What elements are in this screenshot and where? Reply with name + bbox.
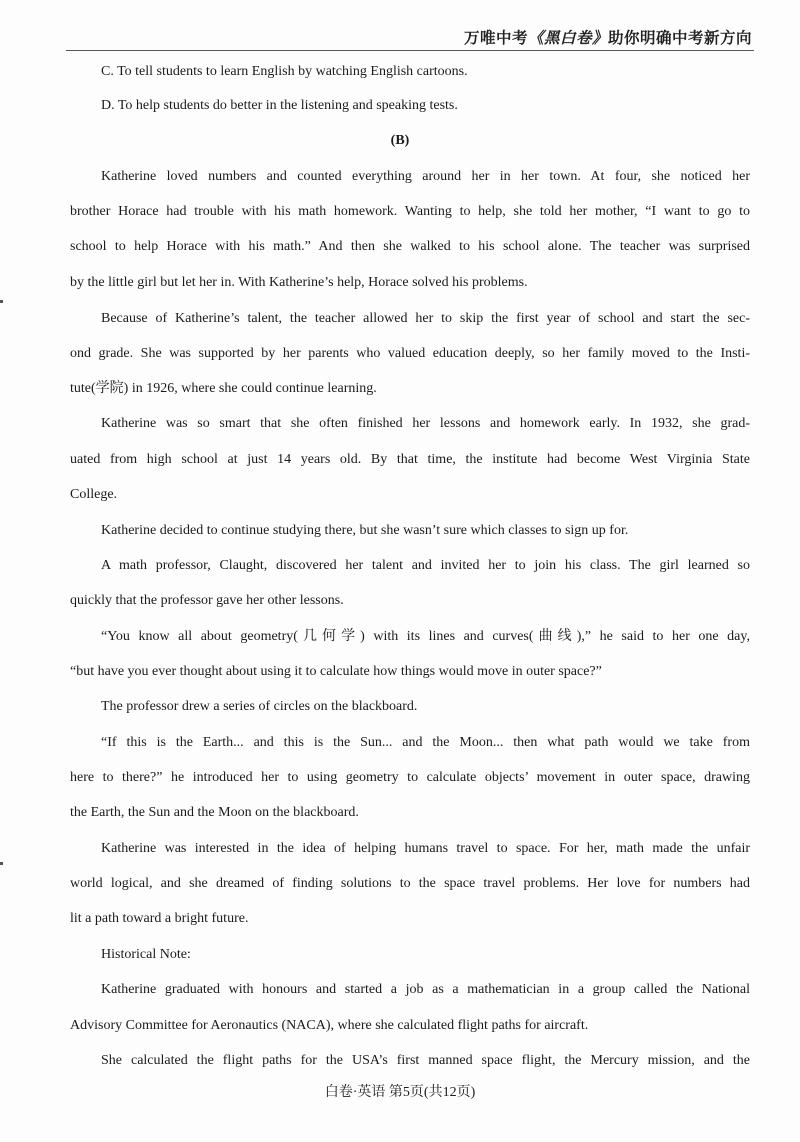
text-line: College. — [70, 487, 118, 502]
header-rule — [66, 50, 754, 51]
text-line: She calculated the flight paths for the USA’s first manned space flight, the Mercury mission, and the — [101, 1053, 750, 1068]
text-line: uated from high school at just 14 years old. By that time, the institute had become West Virginia State — [70, 452, 750, 467]
header-prefix: 万唯中考 — [463, 29, 528, 47]
text-line: school to help Horace with his math.” And then she walked to his school alone. The teacher was surprised — [70, 239, 750, 254]
text-line: Katherine graduated with honours and started a job as a mathematician in a group called the National — [101, 982, 750, 997]
text-line: Because of Katherine’s talent, the teacher allowed her to skip the first year of school and start the sec- — [101, 311, 750, 326]
text-line: “but have you ever thought about using it to calculate how things would move in outer space?” — [70, 664, 602, 679]
text-line: lit a path toward a bright future. — [70, 911, 249, 926]
text-line: brother Horace had trouble with his math homework. Wanting to help, she told her mother, “I want to go to — [70, 204, 750, 219]
text-line: “You know all about geometry(几何学) with its lines and curves(曲线),” he said to her one day, — [101, 629, 750, 644]
text-line: A math professor, Claught, discovered her talent and invited her to join his class. The girl learned so — [101, 558, 750, 573]
header-suffix: 助你明确中考新方向 — [607, 29, 752, 47]
text-line: Katherine loved numbers and counted everything around her in her town. At four, she noticed her — [101, 169, 750, 184]
text-line: by the little girl but let her in. With Katherine’s help, Horace solved his problems. — [70, 275, 528, 290]
text-line: The professor drew a series of circles on the blackboard. — [101, 699, 418, 714]
text-line: world logical, and she dreamed of finding solutions to the space travel problems. Her love for numbers had — [70, 876, 750, 891]
text-line: “If this is the Earth... and this is the Sun... and the Moon... then what path would we take from — [101, 735, 750, 750]
option-d: D. To help students do better in the listening and speaking tests. — [101, 98, 458, 113]
scan-mark — [0, 862, 3, 865]
page-footer: 白卷·英语 第5页(共12页) — [324, 1085, 476, 1100]
text-line: Historical Note: — [101, 947, 191, 962]
text-line: Advisory Committee for Aeronautics (NACA), where she calculated flight paths for aircraft. — [70, 1018, 589, 1033]
text-line: tute(学院) in 1926, where she could continue learning. — [70, 381, 377, 396]
text-line: here to there?” he introduced her to using geometry to calculate objects’ movement in outer space, drawing — [70, 770, 750, 785]
option-c: C. To tell students to learn English by watching English cartoons. — [101, 64, 468, 79]
section-title: (B) — [390, 133, 410, 148]
text-line: the Earth, the Sun and the Moon on the blackboard. — [70, 805, 359, 820]
header-brand: 《黑白卷》 — [527, 29, 608, 47]
text-line: Katherine was so smart that she often finished her lessons and homework early. In 1932, she grad- — [101, 416, 750, 431]
page-header — [464, 26, 752, 48]
scan-mark — [0, 300, 3, 303]
text-line: Katherine was interested in the idea of helping humans travel to space. For her, math made the unfair — [101, 841, 750, 856]
text-line: quickly that the professor gave her other lessons. — [70, 593, 344, 608]
text-line: Katherine decided to continue studying there, but she wasn’t sure which classes to sign up for. — [101, 523, 629, 538]
text-line: ond grade. She was supported by her parents who valued education deeply, so her family moved to the Insti- — [70, 346, 750, 361]
